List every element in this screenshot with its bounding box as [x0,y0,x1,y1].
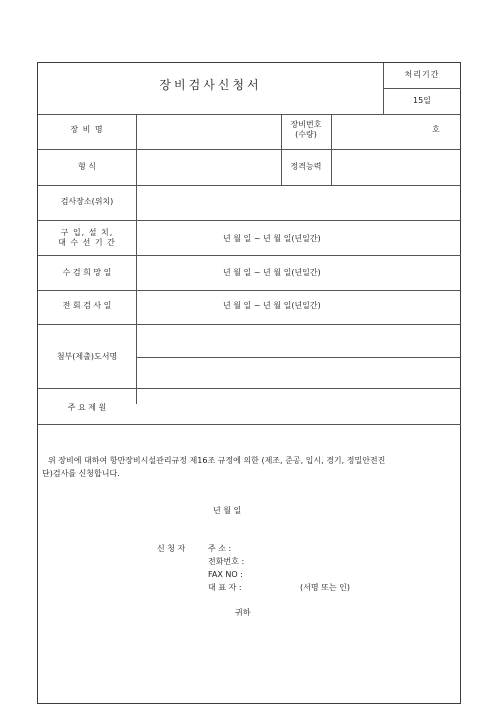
attachments-subline [136,357,461,358]
purchase-period: 년 월 일 ~ 년 월 일(년일간) [223,234,321,243]
statement-line1: 위 장비에 대하여 항만장비시설관리규정 제16조 규정에 의한 (제조, 준공, 입시, 경기, 정밀안전진 [48,456,386,465]
specs-label: 주 요 제 원 [67,403,107,412]
prev-inspection-period: 년 월 일 ~ 년 월 일(년일간) [223,301,321,310]
capacity-label: 정격능력 [290,162,322,171]
row7-line [38,388,461,389]
purchase-label-2: 대 수 선 기 간 [58,238,116,247]
phone-label: 전화번호 : [208,557,245,566]
prev-inspection-label: 전 회 검 사 일 [62,301,112,310]
label-column-line [136,114,137,404]
date-line: 년 월 일 [213,506,242,515]
row5-line [38,290,461,291]
form-title: 장비검사신청서 [159,78,262,92]
processing-divider [383,88,461,89]
row6-line [38,324,461,325]
rep-label: 대 표 자 : [208,583,242,592]
row1-line [38,149,461,150]
row8-line [38,424,461,425]
location-label: 검사장소(위치) [60,197,114,206]
attachments-label: 첨부(제출)도서명 [56,352,118,361]
row4-line [38,255,461,256]
purchase-label-1: 구 입, 설 치, [60,228,114,237]
equip-qty-label: (수량) [295,130,317,139]
inspection-date-label: 수 검 희 망 일 [62,268,112,277]
applicant-label: 신 청 자 [157,544,186,553]
sign-label: (서명 또는 인) [300,583,350,592]
application-form [37,62,461,704]
row2-line [38,185,461,186]
statement-line2: 단)검사를 신청합니다. [42,469,120,478]
processing-value: 15일 [413,96,431,105]
fax-label: FAX NO : [208,570,243,579]
equip-name-label: 장 비 명 [70,125,104,134]
inspection-period: 년 월 일 ~ 년 월 일(년일간) [223,268,321,277]
equip-no-label: 장비번호 [290,120,322,129]
ho-text: 호 [432,125,440,134]
processing-label: 처리기간 [404,70,440,79]
type-label: 형 식 [78,162,96,171]
row3-line [38,220,461,221]
header-bottom-line [38,114,461,115]
address-label: 주 소 : [208,544,232,553]
addressee: 귀하 [235,608,251,617]
